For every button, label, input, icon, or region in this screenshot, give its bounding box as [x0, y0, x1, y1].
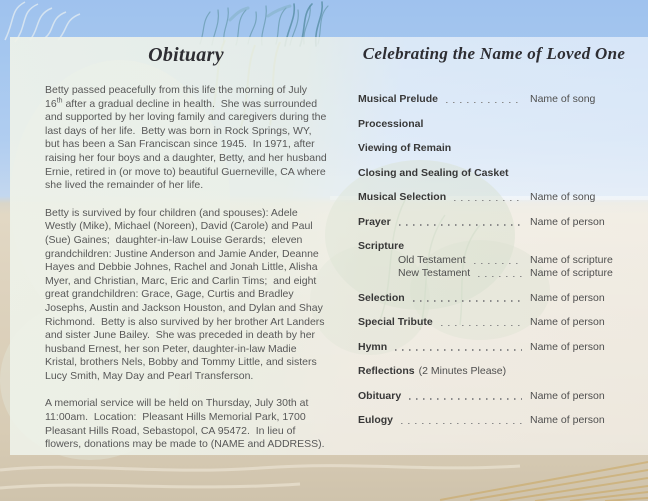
program-row-musical-prelude [358, 93, 630, 105]
program-group-scripture [358, 240, 630, 279]
program-label: Musical Selection [358, 191, 447, 203]
frost-grass-topleft [5, 2, 80, 42]
obituary-paragraph-2: Betty is survived by four children (and spouses): Adele Westly (Mike), Michael (Noreen), David (Carole) and Paul (Sue) Gaines; daughter-in-law Louise Gerards; eleven grandchildren: Justine Anderson and Jamie Ander, Deanne Hayes and Debbie Johnes, Rachel and Jonah Little, Alisha Myer, and Christian, Marc, Eric and Carlin Tims; and eight great grandchildren: Grace, Gage, Curtis and Bradley Josephs, Austin and Jackson Houston, and Dylan and Shay Richmond. Betty is also survived by her brother Art Landers and sister June Bailey. She was preceded in death by her husband Ernest, her son Peter, daughter-in-law Madie Kristal, brothers Nels, Bobby and Tommy Little, and sisters Lucy Smith, May Day and Pearl Transferson. [45, 206, 328, 382]
program-value: Name of scripture [530, 267, 613, 279]
dot-leader [474, 263, 522, 265]
program-value: Name of person [530, 389, 605, 402]
program-label: Prayer [358, 215, 391, 228]
dot-leader [441, 325, 522, 327]
program-label: Closing and Sealing of Casket [358, 166, 509, 179]
program-label: Eulogy [358, 414, 394, 426]
program-row-musical-selection [358, 191, 630, 203]
program-row-eulogy [358, 414, 630, 426]
program-row-selection [358, 292, 630, 304]
program-label: Viewing of Remain [358, 142, 452, 154]
program-row-special-tribute [358, 316, 630, 328]
dot-leader [401, 423, 522, 425]
dot-leader [478, 276, 522, 278]
obituary-title: Obituary [148, 44, 224, 66]
program-row-prayer [358, 216, 630, 228]
dot-leader [454, 200, 522, 202]
obituary-paragraph-1-rest: after a gradual decline in health. She was surrounded and supported by her loving family and caregivers during the last days of her life. Betty was born in Rock Springs, WY, but has been a San Franciscan since 1945. In 1971, after raising her four boys and a daughter, Betty, and her husband Ernie, retired in (or move to) beautiful Guerneville, CA where she lived the remainder of her life. [45, 97, 330, 192]
program-label: Reflections [358, 365, 415, 377]
program-label: Special Tribute [358, 316, 433, 328]
service-title: Celebrating the Name of Loved One [362, 44, 626, 63]
dot-leader [395, 349, 522, 351]
program-label: Musical Prelude [358, 93, 438, 105]
service-order-page [358, 44, 630, 426]
program-row-scripture [358, 240, 630, 252]
program-row-closing-and-sealing [358, 167, 630, 179]
program-label: Processional [358, 117, 424, 130]
program-value: Name of song [530, 191, 596, 203]
program-row-new-testament [398, 267, 630, 279]
program-value: Name of scripture [530, 254, 613, 266]
program-label: Obituary [358, 389, 402, 402]
program-row-processional [358, 118, 630, 130]
program-row-reflections [358, 365, 630, 377]
scripture-sub-rows [398, 254, 630, 279]
obituary-paragraph-1 [45, 84, 330, 193]
dot-leader [399, 224, 522, 226]
obituary-paragraph-3: A memorial service will be held on Thursday, July 30th at 11:00am. Location: Pleasant Hills Memorial Park, 1700 Pleasant Hills Road, Sebastopol, CA 95472. In lieu of flowers, donations may be made to (NAME and ADDRESS). [45, 397, 325, 451]
program-sublabel: New Testament [398, 267, 471, 279]
program-value: Name of person [530, 291, 605, 304]
dot-leader [409, 398, 522, 400]
program-value: Name of person [530, 340, 605, 353]
program-value: Name of person [530, 215, 605, 228]
dot-leader [446, 102, 522, 104]
program-row-hymn [358, 341, 630, 353]
obituary-paragraph-1-text: Betty passed peacefully from this life the morning of July 16 [45, 84, 310, 110]
program-value: Name of song [530, 93, 596, 105]
program-label: Selection [358, 291, 405, 304]
sand-ripples [0, 466, 520, 488]
program-row-obituary [358, 390, 630, 402]
program-label: Scripture [358, 240, 405, 252]
order-of-service-list [358, 93, 630, 426]
program-label: Hymn [358, 340, 388, 353]
program-row-old-testament [398, 254, 630, 266]
program-value: Name of person [530, 316, 605, 328]
program-note: (2 Minutes Please) [418, 365, 507, 377]
dot-leader [413, 300, 522, 302]
program-sublabel: Old Testament [398, 254, 466, 266]
program-value: Name of person [530, 414, 605, 426]
obituary-page [45, 44, 330, 466]
program-row-viewing-of-remain [358, 142, 630, 154]
ordinal-suffix: th [56, 97, 63, 105]
